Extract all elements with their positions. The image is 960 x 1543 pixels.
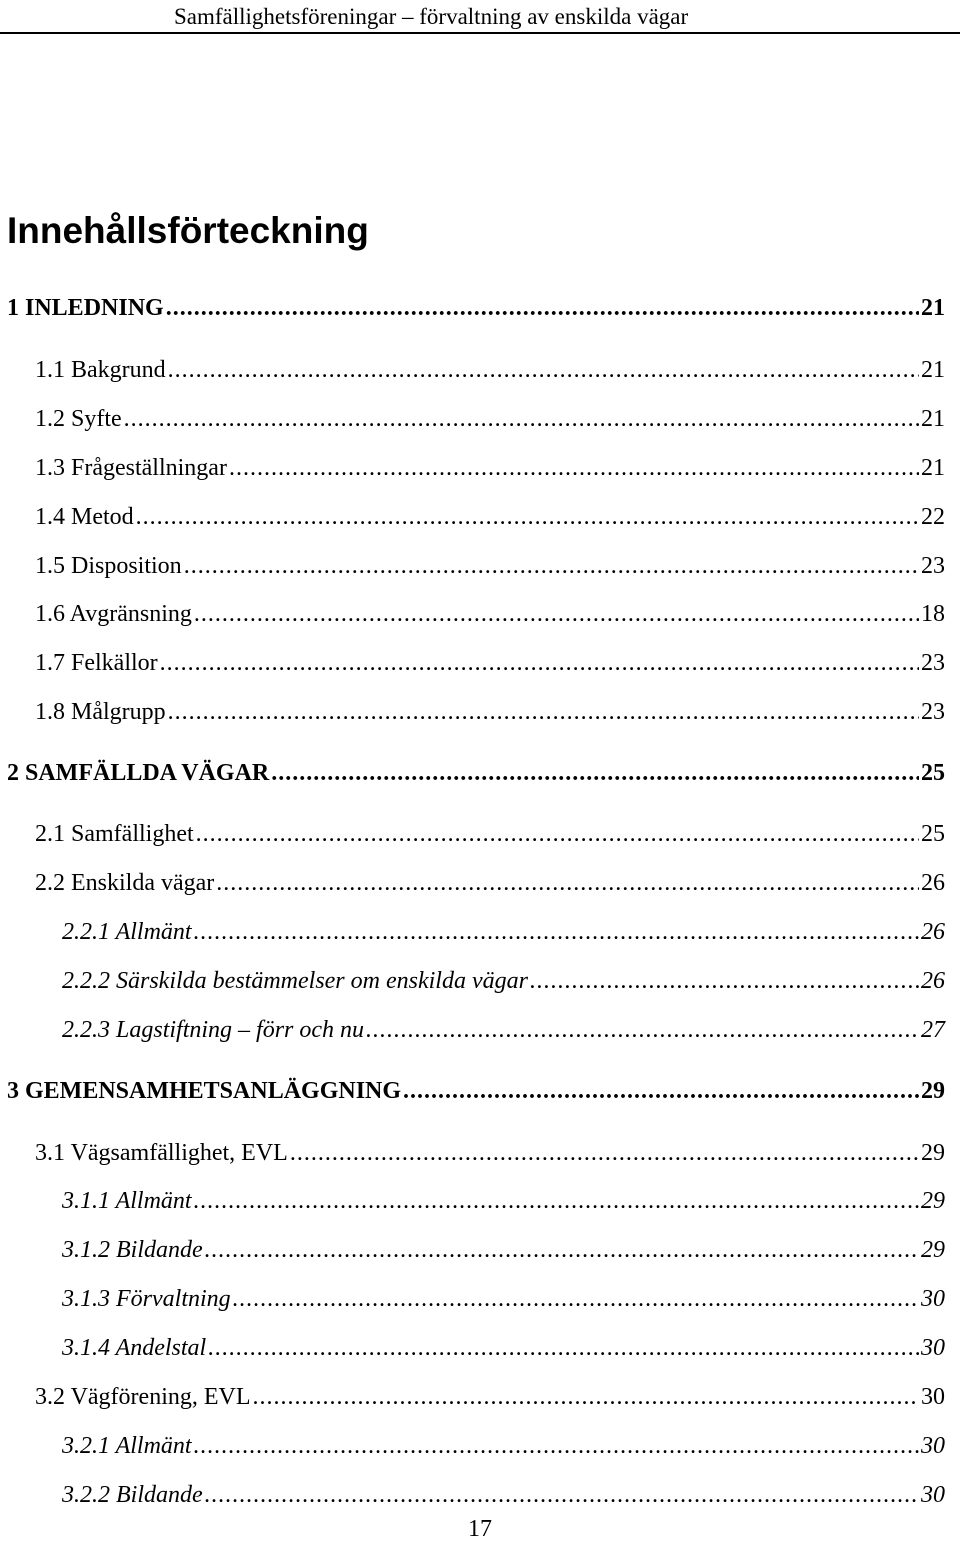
toc-entry-section[interactable] <box>35 500 945 534</box>
toc-leader-dots <box>205 1233 919 1267</box>
toc-leader-dots <box>216 866 919 900</box>
toc-entry-subsection[interactable] <box>62 1184 945 1218</box>
toc-entry-section[interactable] <box>35 695 945 729</box>
toc-leader-dots <box>233 1282 919 1316</box>
toc-entry-subsection[interactable] <box>62 1233 945 1267</box>
toc-entry-label: 3.2.2 Bildande <box>62 1482 203 1508</box>
toc-entry-page: 29 <box>921 1078 945 1104</box>
toc-leader-dots <box>290 1136 919 1170</box>
toc-entry-label: 2.2.2 Särskilda bestämmelser om enskilda vägar <box>62 968 528 994</box>
toc-entry-section[interactable] <box>35 817 945 851</box>
toc-leader-dots <box>196 817 919 851</box>
toc-entry-page: 26 <box>921 919 945 945</box>
toc-entry-subsection[interactable] <box>62 964 945 998</box>
toc-entry-page: 25 <box>921 760 945 786</box>
toc-entry-page: 21 <box>921 295 945 321</box>
toc-leader-dots <box>194 915 919 949</box>
toc-leader-dots <box>184 549 919 583</box>
toc-entry-label: 1.6 Avgränsning <box>35 601 192 627</box>
toc-entry-page: 29 <box>921 1188 945 1214</box>
toc-entry-page: 21 <box>921 455 945 481</box>
toc-leader-dots <box>366 1013 919 1047</box>
toc-entry-page: 30 <box>921 1286 945 1312</box>
toc-entry-chapter[interactable] <box>7 756 945 790</box>
toc-entry-subsection[interactable] <box>62 1331 945 1365</box>
toc-entry-page: 29 <box>921 1140 945 1166</box>
toc-entry-page: 29 <box>921 1237 945 1263</box>
toc-entry-label: 2.2.1 Allmänt <box>62 919 192 945</box>
toc-leader-dots <box>136 500 919 534</box>
toc-entry-label: 3.1 Vägsamfällighet, EVL <box>35 1140 288 1166</box>
page-number: 17 <box>468 1516 492 1542</box>
toc-entry-page: 21 <box>921 406 945 432</box>
toc-entry-page: 23 <box>921 699 945 725</box>
toc-entry-section[interactable] <box>35 646 945 680</box>
toc-entry-page: 30 <box>921 1384 945 1410</box>
toc-entry-label: 1.4 Metod <box>35 504 134 530</box>
toc-entry-label: 1.3 Frågeställningar <box>35 455 227 481</box>
toc-leader-dots <box>194 1429 919 1463</box>
toc-entry-section[interactable] <box>35 451 945 485</box>
toc-entry-label: 3.2.1 Allmänt <box>62 1433 192 1459</box>
toc-entry-section[interactable] <box>35 402 945 436</box>
toc-entry-page: 30 <box>921 1482 945 1508</box>
toc-entry-label: 3.1.1 Allmänt <box>62 1188 192 1214</box>
toc-entry-label: 1 INLEDNING <box>7 295 164 321</box>
toc-entry-page: 22 <box>921 504 945 530</box>
page-title: Innehållsförteckning <box>7 210 369 251</box>
toc-entry-section[interactable] <box>35 1380 945 1414</box>
toc-entry-subsection[interactable] <box>62 1013 945 1047</box>
toc-leader-dots <box>205 1478 919 1512</box>
running-header-text: Samfällighetsföreningar – förvaltning av enskilda vägar <box>174 4 689 29</box>
toc-entry-page: 30 <box>921 1335 945 1361</box>
toc-entry-label: 2.2.3 Lagstiftning – förr och nu <box>62 1017 365 1043</box>
toc-entry-subsection[interactable] <box>62 1429 945 1463</box>
toc-entry-page: 25 <box>921 821 945 847</box>
toc-entry-page: 21 <box>921 357 945 383</box>
toc-leader-dots <box>124 402 919 436</box>
toc-entry-page: 30 <box>921 1433 945 1459</box>
toc-entry-section[interactable] <box>35 549 945 583</box>
toc-leader-dots <box>403 1074 919 1108</box>
toc-leader-dots <box>530 964 919 998</box>
toc-entry-subsection[interactable] <box>62 1282 945 1316</box>
toc-entry-label: 3 GEMENSAMHETSANLÄGGNING <box>7 1078 402 1104</box>
toc-entry-label: 2.2 Enskilda vägar <box>35 870 215 896</box>
toc-entry-label: 3.1.2 Bildande <box>62 1237 203 1263</box>
toc-entry-label: 2.1 Samfällighet <box>35 821 194 847</box>
toc-entry-page: 26 <box>921 870 945 896</box>
toc-leader-dots <box>168 695 919 729</box>
toc-entry-label: 3.1.4 Andelstal <box>62 1335 207 1361</box>
toc-entry-page: 23 <box>921 553 945 579</box>
toc-leader-dots <box>194 597 919 631</box>
toc-entry-subsection[interactable] <box>62 915 945 949</box>
toc-leader-dots <box>166 291 919 325</box>
toc-entry-chapter[interactable] <box>7 291 945 325</box>
toc-entry-chapter[interactable] <box>7 1074 945 1108</box>
toc-leader-dots <box>194 1184 919 1218</box>
toc-entry-label: 1.2 Syfte <box>35 406 122 432</box>
toc-entry-label: 1.7 Felkällor <box>35 650 158 676</box>
toc-entry-label: 3.2 Vägförening, EVL <box>35 1384 251 1410</box>
toc-entry-page: 18 <box>921 601 945 627</box>
toc-entry-label: 3.1.3 Förvaltning <box>62 1286 231 1312</box>
toc-entry-page: 23 <box>921 650 945 676</box>
toc-leader-dots <box>160 646 919 680</box>
toc-entry-section[interactable] <box>35 353 945 387</box>
toc-entry-section[interactable] <box>35 597 945 631</box>
toc-leader-dots <box>208 1331 919 1365</box>
toc-entry-page: 27 <box>921 1017 945 1043</box>
toc-leader-dots <box>168 353 919 387</box>
toc-entry-section[interactable] <box>35 1136 945 1170</box>
toc-leader-dots <box>229 451 919 485</box>
toc-entry-subsection[interactable] <box>62 1478 945 1512</box>
toc-leader-dots <box>271 756 919 790</box>
toc-entry-label: 2 SAMFÄLLDA VÄGAR <box>7 760 270 786</box>
toc-entry-section[interactable] <box>35 866 945 900</box>
toc-leader-dots <box>253 1380 919 1414</box>
toc-entry-label: 1.1 Bakgrund <box>35 357 166 383</box>
toc-entry-label: 1.8 Målgrupp <box>35 699 166 725</box>
toc-entry-label: 1.5 Disposition <box>35 553 182 579</box>
toc-entry-page: 26 <box>921 968 945 994</box>
